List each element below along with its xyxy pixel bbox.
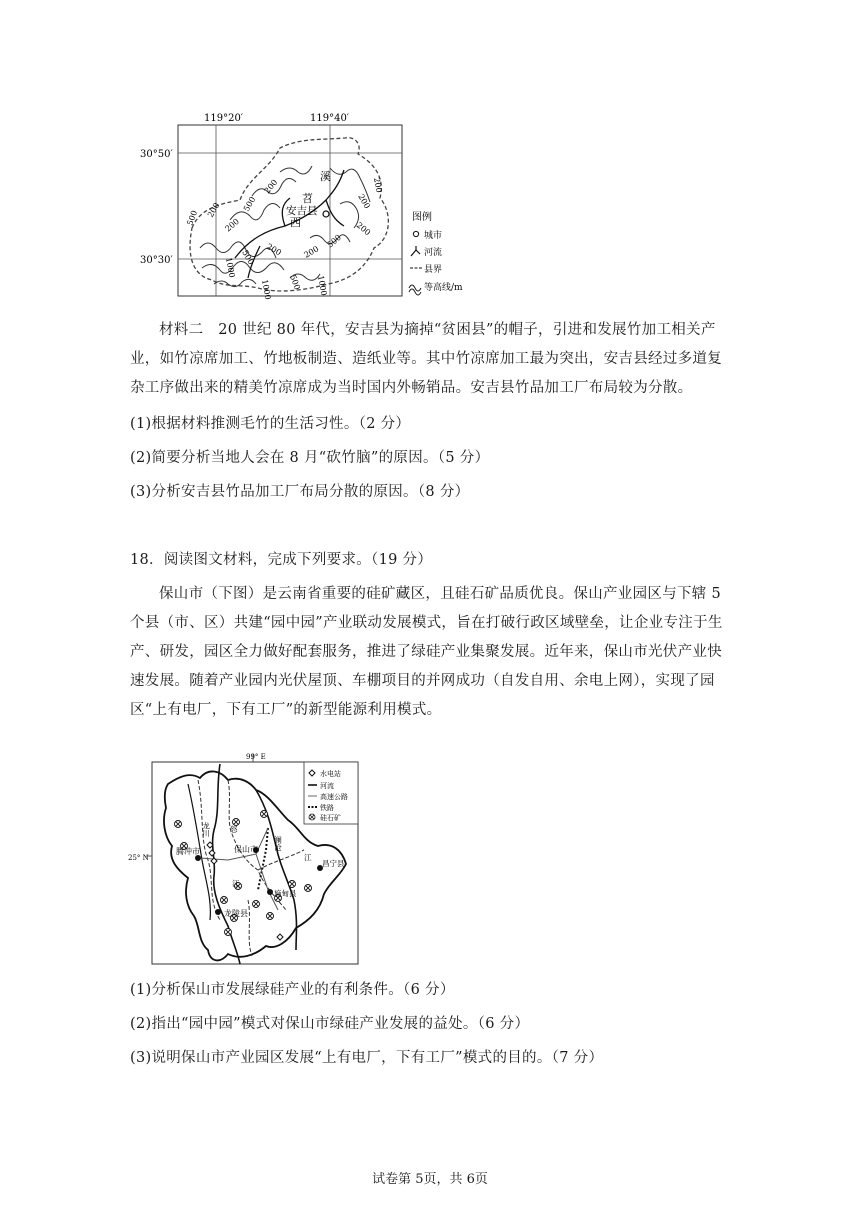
river-icon bbox=[411, 246, 420, 256]
q18-sub3: (3)说明保山市产业园区发展“上有电厂，下有工厂”模式的目的。（7 分） bbox=[130, 1050, 604, 1066]
svg-text:怒: 怒 bbox=[230, 825, 238, 834]
lat-25n: 25° N bbox=[128, 854, 149, 862]
svg-text:200: 200 bbox=[265, 241, 283, 258]
city-changning: 昌宁县 bbox=[322, 859, 345, 868]
svg-text:200: 200 bbox=[354, 220, 373, 238]
q17-sub1: (1)根据材料推测毛竹的生活习性。（2 分） bbox=[130, 416, 411, 432]
lon-99e: 99° E bbox=[246, 753, 266, 761]
map1-legend bbox=[409, 210, 463, 295]
river-label-xi: 溪 bbox=[320, 170, 331, 183]
q18-stem: 18．阅读图文材料，完成下列要求。（19 分） bbox=[130, 552, 433, 568]
svg-text:铁路: 铁路 bbox=[320, 804, 334, 812]
svg-text:500: 500 bbox=[241, 195, 258, 213]
svg-text:500: 500 bbox=[288, 273, 302, 292]
svg-text:江: 江 bbox=[304, 853, 312, 862]
q18-sub1: (1)分析保山市发展绿硅产业的有利条件。（6 分） bbox=[130, 982, 455, 998]
svg-text:500: 500 bbox=[240, 248, 256, 267]
q17-sub3: (3)分析安吉县竹品加工厂布局分散的原因。（8 分） bbox=[130, 484, 470, 500]
city-longling: 龙陵县 bbox=[224, 909, 248, 918]
lat-label-1: 30°50′ bbox=[140, 149, 173, 160]
svg-text:江: 江 bbox=[232, 879, 240, 888]
svg-text:200: 200 bbox=[302, 244, 321, 260]
svg-text:水电站: 水电站 bbox=[320, 770, 341, 778]
svg-text:河流: 河流 bbox=[320, 782, 334, 790]
city-circle-icon bbox=[413, 231, 418, 236]
county-name: 安吉县 bbox=[286, 205, 318, 217]
page-footer: 试卷第 5页，共 6页 bbox=[372, 1172, 488, 1187]
svg-text:200: 200 bbox=[262, 177, 280, 196]
svg-text:200: 200 bbox=[223, 216, 241, 234]
anji-county-map bbox=[130, 108, 463, 303]
map2-legend bbox=[304, 762, 358, 824]
svg-text:1000: 1000 bbox=[260, 278, 273, 301]
svg-text:200: 200 bbox=[356, 192, 372, 211]
svg-text:高速公路: 高速公路 bbox=[320, 793, 348, 801]
svg-text:1000: 1000 bbox=[224, 256, 237, 279]
svg-text:200: 200 bbox=[205, 201, 222, 219]
svg-text:城市: 城市 bbox=[424, 231, 443, 241]
river-label-xi2: 西 bbox=[290, 216, 301, 229]
svg-text:200: 200 bbox=[372, 176, 384, 194]
svg-text:龙川: 龙川 bbox=[201, 822, 211, 837]
river-label-tiao: 苕 bbox=[302, 192, 313, 205]
svg-text:等高线/m: 等高线/m bbox=[424, 283, 463, 293]
q18-sub2: (2)指出“园中园”模式对保山市绿硅产业发展的益处。（6 分） bbox=[130, 1016, 530, 1032]
material-two-paragraph: 材料二 20 世纪 80 年代，安吉县为摘掉“贫困县”的帽子，引进和发展竹加工相关产业，如竹凉席加工、竹地板制造、造纸业等。其中竹凉席加工最为突出，安吉县经过多道复杂工序做出来的精美竹凉席成为当时国内外畅销品。安吉县竹品加工厂布局较为分散。 bbox=[130, 322, 722, 396]
svg-text:县界: 县界 bbox=[424, 265, 443, 275]
city-tengchong: 腾冲市 bbox=[176, 847, 200, 856]
svg-text:硅石矿: 硅石矿 bbox=[320, 814, 341, 822]
q17-sub2: (2)简要分析当地人会在 8 月“砍竹脑”的原因。（5 分） bbox=[130, 450, 490, 466]
svg-text:河流: 河流 bbox=[424, 248, 443, 258]
svg-text:澜沧: 澜沧 bbox=[273, 836, 283, 851]
svg-text:500: 500 bbox=[325, 232, 343, 250]
contour-icon bbox=[409, 285, 421, 295]
lon-label-1: 119°20′ bbox=[204, 113, 244, 124]
city-baoshan: 保山市 bbox=[234, 845, 258, 854]
svg-text:500: 500 bbox=[185, 209, 200, 227]
lat-label-2: 30°30′ bbox=[140, 255, 173, 266]
svg-text:图例: 图例 bbox=[412, 212, 432, 223]
svg-text:1000: 1000 bbox=[316, 274, 329, 297]
city-shidian: 施甸县 bbox=[274, 889, 297, 898]
anji-city-icon bbox=[323, 211, 329, 217]
silica-mine-icon bbox=[309, 814, 315, 820]
baoshan-map bbox=[128, 750, 368, 968]
lon-label-2: 119°40′ bbox=[310, 113, 350, 124]
q18-paragraph: 保山市（下图）是云南省重要的硅矿藏区，且硅石矿品质优良。保山产业园区与下辖 5 个县（市、区）共建“园中园”产业联动发展模式，旨在打破行政区域壁垒，让企业专注于生产、研发，园区全力做好配套服务，推进了绿硅产业集聚发展。近年来，保山市光伏产业快速发展。随着产业园内光伏屋顶、车棚项目的并网成功（自发自用、余电上网），实现了园区“上有电厂，下有工厂”的新型能源利用模式。 bbox=[130, 586, 723, 718]
